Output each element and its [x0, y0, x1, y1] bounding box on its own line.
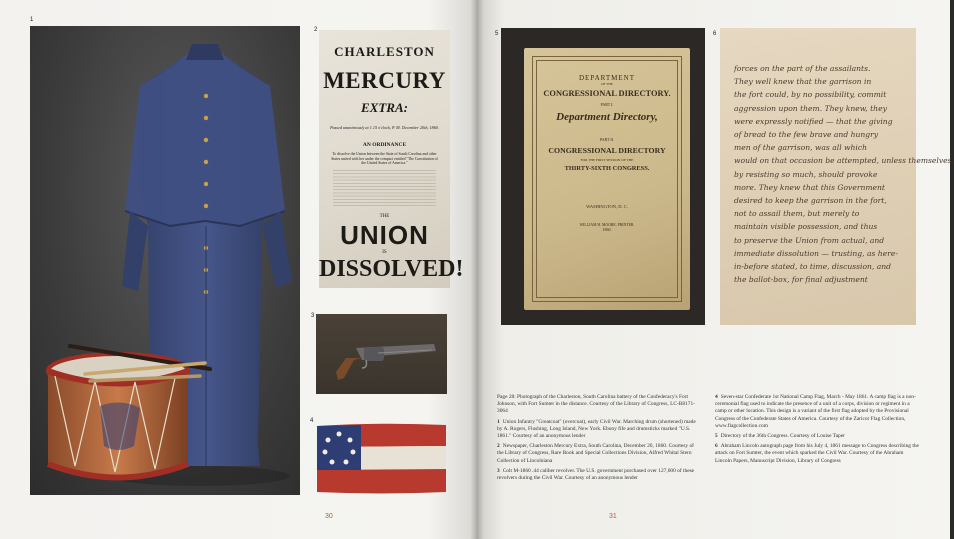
figure-number: 1 [30, 17, 34, 23]
caption-text: Abraham Lincoln autograph page from his July 4, 1861 message to Congress describing the attack on Fort Sumter, the event which sparked the Civil War. Courtesy of the Abraham Lincoln Papers, Manuscript Division, Library of Congress [715, 443, 919, 464]
manuscript-line: They well knew that the garrison in [734, 77, 872, 87]
dir-line: OF THE [600, 82, 614, 86]
caption [715, 443, 921, 465]
figure-number: 6 [713, 31, 717, 37]
directory-cover [524, 48, 690, 310]
caption [497, 419, 699, 441]
book-gutter [470, 0, 484, 539]
caption-number: 2 [497, 443, 500, 450]
broadside-mercury: MERCURY [323, 68, 446, 93]
broadside-passed: Passed unanimously at 1.15 o'clock, P. M. December 20th, 1860. [330, 125, 439, 130]
manuscript-line: to preserve the Union from actual, and [734, 235, 885, 245]
dir-line: CONGRESSIONAL DIRECTORY. [543, 89, 671, 98]
manuscript-line: aggression upon them. They knew, they [734, 103, 887, 113]
dir-line: PART I. [600, 102, 614, 107]
confederate-camp-flag [315, 422, 448, 495]
caption [715, 433, 921, 440]
manuscript-line: more. They knew that this Government [734, 182, 885, 192]
flag-illustration [315, 422, 448, 495]
manuscript-line: by resisting so much, should provoke [734, 169, 878, 179]
manuscript-line: the fort could, by no possibility, commit [734, 90, 887, 100]
manuscript-line: immediate dissolution — trusting, as here- [734, 248, 898, 258]
dir-line: WILLIAM H. MOORE, PRINTER. [579, 223, 635, 227]
caption-text: Page 28: Photograph of the Charleston, South Carolina battery of the Confederacy's Fort Johnson, with Fort Sumter in the distance. Courtesy of the Library of Congress, LC-B8171-3064 [497, 394, 695, 415]
page-number-right: 31 [609, 513, 617, 520]
caption-text: Newspaper, Charleston Mercury Extra, South Carolina, December 20, 1860. Courtesy of the Library of Congress, Rare Book and Special Collections Division, Alfred Whital Stern Collection of Lincolniana [497, 443, 694, 464]
broadside-the: THE [379, 214, 390, 219]
manuscript-line: in-before stated, to time, discussion, and [734, 262, 892, 272]
manuscript-line: not to assail them, but merely to [734, 209, 860, 219]
broadside-charleston: CHARLESTON [334, 44, 435, 59]
dir-line: THIRTY-SIXTH CONGRESS. [564, 165, 650, 172]
figure-number: 4 [310, 418, 314, 424]
manuscript-line: desired to keep the garrison in the fort, [734, 196, 887, 206]
caption-text: Union Infantry "Greatcoat" (overcoat), early Civil War. Marching drum (shortened) made by A. Rogers, Flushing, Long Island, New York. Ebony fife and drumsticks marked "U.S. 1861." Courtesy of an anonymous lender [497, 418, 696, 440]
greatcoat-drum-illustration [30, 26, 300, 495]
figure-number: 3 [311, 313, 315, 319]
broadside-ordinance: AN ORDINANCE [362, 142, 407, 148]
caption-number: 6 [715, 443, 718, 450]
broadside-is: IS [382, 250, 387, 255]
broadside-dissolved: DISSOLVED! [319, 256, 464, 282]
manuscript-line: forces on the part of the assailants. [734, 64, 871, 73]
manuscript-text [734, 62, 954, 286]
caption-number: 1 [497, 418, 500, 425]
dir-line: DEPARTMENT [579, 74, 635, 82]
manuscript-line: men of the garrison, was all which [734, 143, 868, 153]
caption-text: Seven-star Confederate 1st National Camp Flag, March - May 1861. A camp flag is a non-ceremonial flag used to indicate the presence of a unit of a corps, division or regiment in a camp or other location. This design is a variant of the first flag adopted by the Provisional Congress of the Confederate States of America. Courtesy of the Zaricor Flag Collection, www.flagcollection.com [715, 394, 916, 429]
dir-line: 1860. [602, 227, 612, 232]
manuscript-line: of bread to the few brave and hungry [734, 130, 879, 140]
dir-line: WASHINGTON, D. C. [586, 204, 628, 209]
broadside-extra: EXTRA: [361, 100, 408, 115]
dir-line: PART II. [599, 137, 615, 142]
caption [497, 468, 699, 482]
dir-line: Department Directory, [556, 111, 658, 123]
manuscript-line: maintain visible possession, and thus [734, 222, 878, 232]
broadside-union: UNION [340, 220, 429, 250]
figure-number: 5 [495, 31, 499, 37]
dir-line: FOR THE FIRST SESSION OF THE [580, 158, 634, 162]
colt-revolver-photo [316, 314, 447, 394]
caption [497, 443, 699, 465]
manuscript-line: would on that occasion be attempted, unless themselves, [734, 156, 954, 166]
congressional-directory-photo [501, 28, 705, 325]
lincoln-manuscript-page [720, 28, 954, 325]
caption [497, 394, 699, 416]
caption-text: Directory of the 36th Congress. Courtesy of Louise Taper [720, 433, 845, 440]
manuscript-line: the ballot-box, for final adjustment [734, 275, 868, 285]
caption-number: 5 [715, 433, 718, 440]
figure-number: 2 [314, 27, 318, 33]
coat-drum-photo [30, 26, 300, 495]
dir-line: CONGRESSIONAL DIRECTORY [548, 146, 666, 155]
caption-text: Colt M-1860 .44 caliber revolver. The U.S. government purchased over 127,000 of these revolvers during the Civil War. Courtesy of an anonymous lender [497, 467, 695, 482]
manuscript-line: were expressly notified — that the giving [734, 116, 893, 126]
captions-column-right [715, 394, 921, 468]
broadside-fine-print [333, 170, 436, 208]
broadside-body: To dissolve the Union between the State of South Carolina and other States united with her under the compact entitled "The Constitution of the United States of America." [331, 152, 438, 166]
revolver-illustration [316, 314, 447, 394]
page-number-left: 30 [325, 513, 333, 520]
caption-number: 3 [497, 467, 500, 474]
caption [715, 394, 921, 430]
captions-column-left [497, 394, 699, 485]
charleston-mercury-broadside [319, 30, 464, 288]
caption-number: 4 [715, 394, 718, 400]
